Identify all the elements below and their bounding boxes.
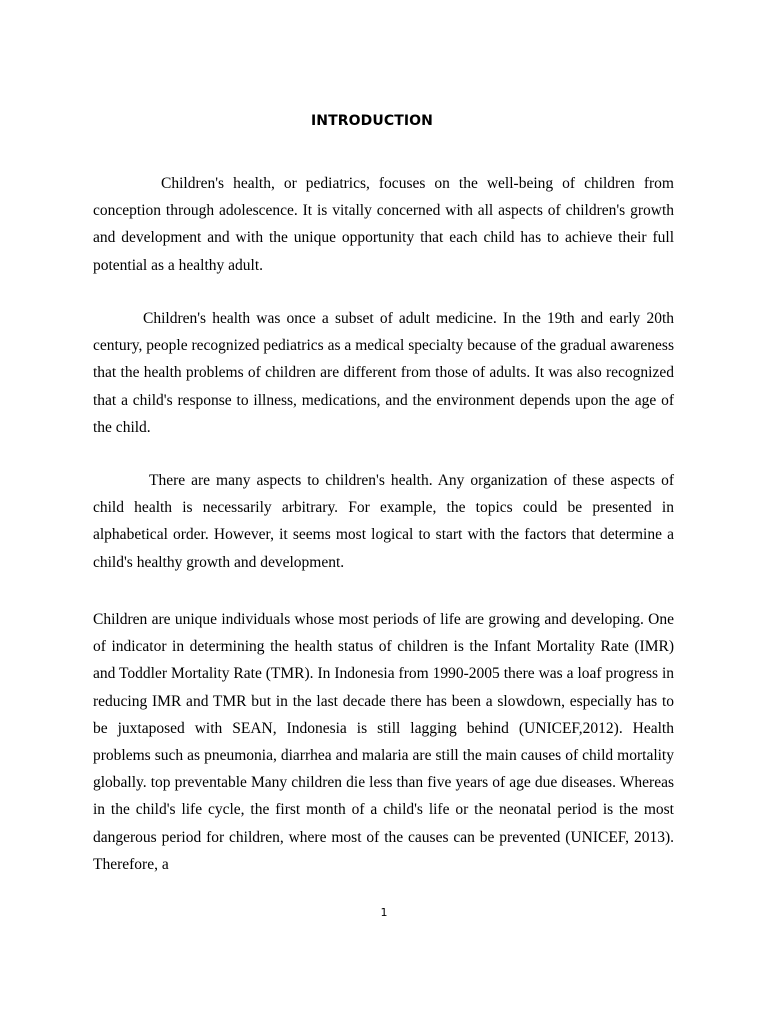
paragraph-1: Children's health, or pediatrics, focuses on the well-being of children from conception through adolescence. It is vitally concerned with all aspects of children's growth and development and with the unique opportunity that each child has to achieve their full potential as a healthy adult.: [93, 175, 674, 274]
paragraph-4: Children are unique individuals whose most periods of life are growing and developing. One of indicator in determining the health status of children is the Infant Mortality Rate (IMR) and Toddler Mortality Rate (TMR). In Indonesia from 1990-2005 there was a loaf progress in reducing IMR and TMR but in the last decade there has been a slowdown, especially has to be juxtaposed with SEAN, Indonesia is still lagging behind (UNICEF,2012). Health problems such as pneumonia, diarrhea and malaria are still the main causes of child mortality globally. top preventable Many children die less than five years of age due diseases. Whereas in the child's life cycle, the first month of a child's life or the neonatal period is the most dangerous period for children, where most of the causes can be prevented (UNICEF, 2013). Therefore, a: [93, 611, 674, 873]
page-title: INTRODUCTION: [311, 113, 433, 129]
page-number: 1: [380, 906, 388, 919]
paragraph-2: Children's health was once a subset of adult medicine. In the 19th and early 20th century, people recognized pediatrics as a medical specialty because of the gradual awareness that the health problems of children are different from those of adults. It was also recognized that a child's response to illness, medications, and the environment depends upon the age of the child.: [93, 310, 674, 436]
paragraph-3: There are many aspects to children's health. Any organization of these aspects of child health is necessarily arbitrary. For example, the topics could be presented in alphabetical order. However, it seems most logical to start with the factors that determine a child's healthy growth and development.: [93, 472, 674, 571]
